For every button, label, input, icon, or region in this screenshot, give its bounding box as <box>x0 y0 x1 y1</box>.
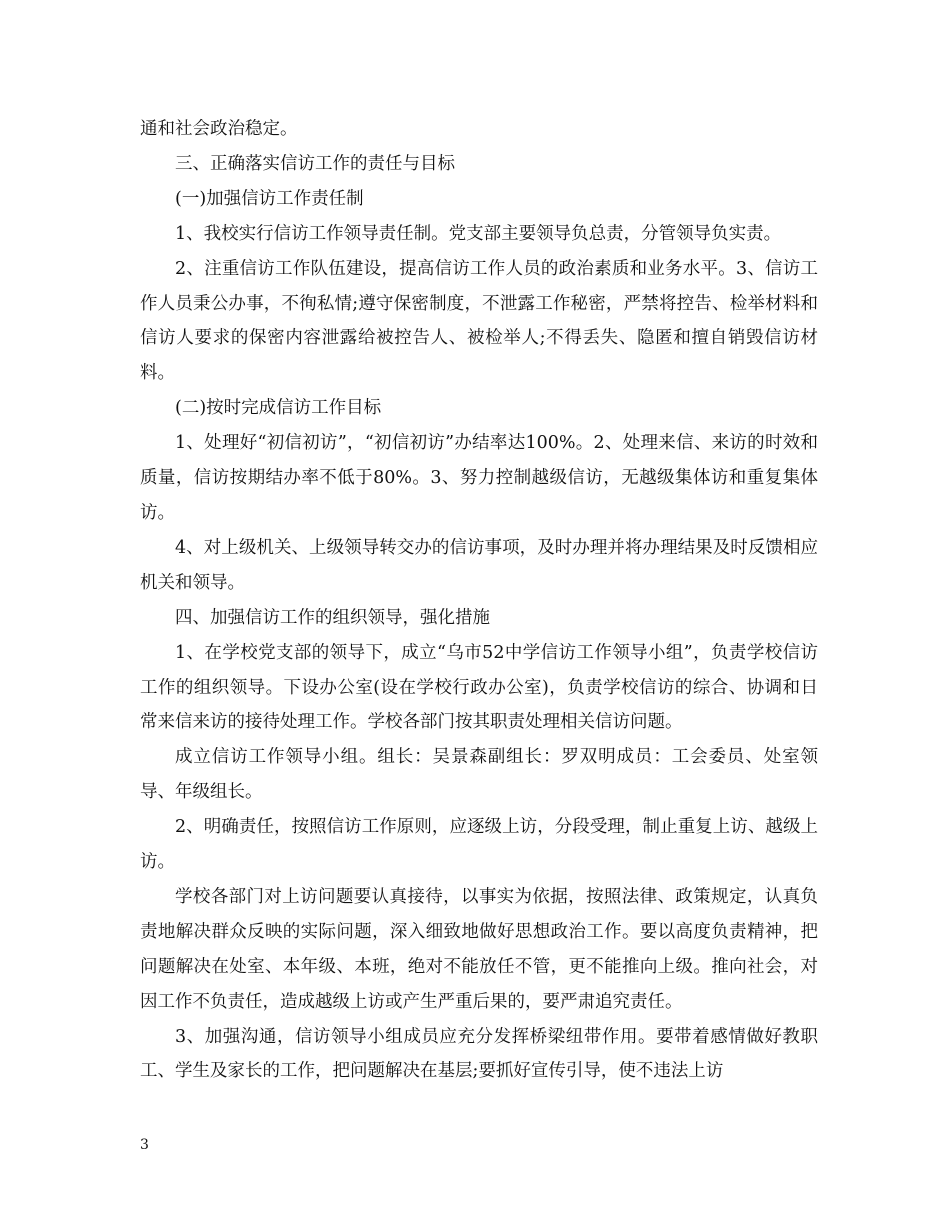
document-body <box>140 112 818 1089</box>
paragraph: 通和社会政治稳定。 <box>140 119 298 139</box>
paragraph: 成立信访工作领导小组。组长：吴景森副组长：罗双明成员：工会委员、处室领导、年级组长。 <box>140 747 818 803</box>
paragraph: 2、明确责任，按照信访工作原则，应逐级上访，分段受理，制止重复上访、越级上访。 <box>140 817 818 873</box>
paragraph: 1、我校实行信访工作领导责任制。党支部主要领导负总责，分管领导负实责。 <box>175 223 782 244</box>
section-heading: 三、正确落实信访工作的责任与目标 <box>175 153 455 174</box>
paragraph: 2、注重信访工作队伍建设，提高信访工作人员的政治素质和业务水平。3、信访工作人员秉公办事，不徇私情;遵守保密制度，不泄露工作秘密，严禁将控告、检举材料和信访人要求的保密内容泄露给被控告人、被检举人;不得丢失、隐匿和擅自销毁信访材料。 <box>140 258 818 384</box>
paragraph: 4、对上级机关、上级领导转交办的信访事项，及时办理并将办理结果及时反馈相应机关和领导。 <box>140 537 818 593</box>
section-heading: 四、加强信访工作的组织领导，强化措施 <box>175 607 490 628</box>
page-number: 3 <box>140 1137 149 1153</box>
paragraph: 1、处理好“初信初访”，“初信初访”办结率达100%。2、处理来信、来访的时效和质量，信访按期结办率不低于80%。3、努力控制越级信访，无越级集体访和重复集体访。 <box>140 433 818 523</box>
paragraph: 学校各部门对上访问题要认真接待，以事实为依据，按照法律、政策规定，认真负责地解决群众反映的实际问题，深入细致地做好思想政治工作。要以高度负责精神，把问题解决在处室、本年级、本班，绝对不能放任不管，更不能推向上级。推向社会，对因工作不负责任，造成越级上访或产生严重后果的，要严肃追究责任。 <box>140 886 818 1012</box>
subsection-heading: (二)按时完成信访工作目标 <box>175 398 382 419</box>
paragraph: 3、加强沟通，信访领导小组成员应充分发挥桥梁纽带作用。要带着感情做好教职工、学生及家长的工作，把问题解决在基层;要抓好宣传引导，使不违法上访 <box>140 1026 818 1082</box>
subsection-heading: (一)加强信访工作责任制 <box>175 188 364 209</box>
paragraph: 1、在学校党支部的领导下，成立“乌市52中学信访工作领导小组”，负责学校信访工作的组织领导。下设办公室(设在学校行政办公室)，负责学校信访的综合、协调和日常来信来访的接待处理工作。学校各部门按其职责处理相关信访问题。 <box>140 642 818 733</box>
